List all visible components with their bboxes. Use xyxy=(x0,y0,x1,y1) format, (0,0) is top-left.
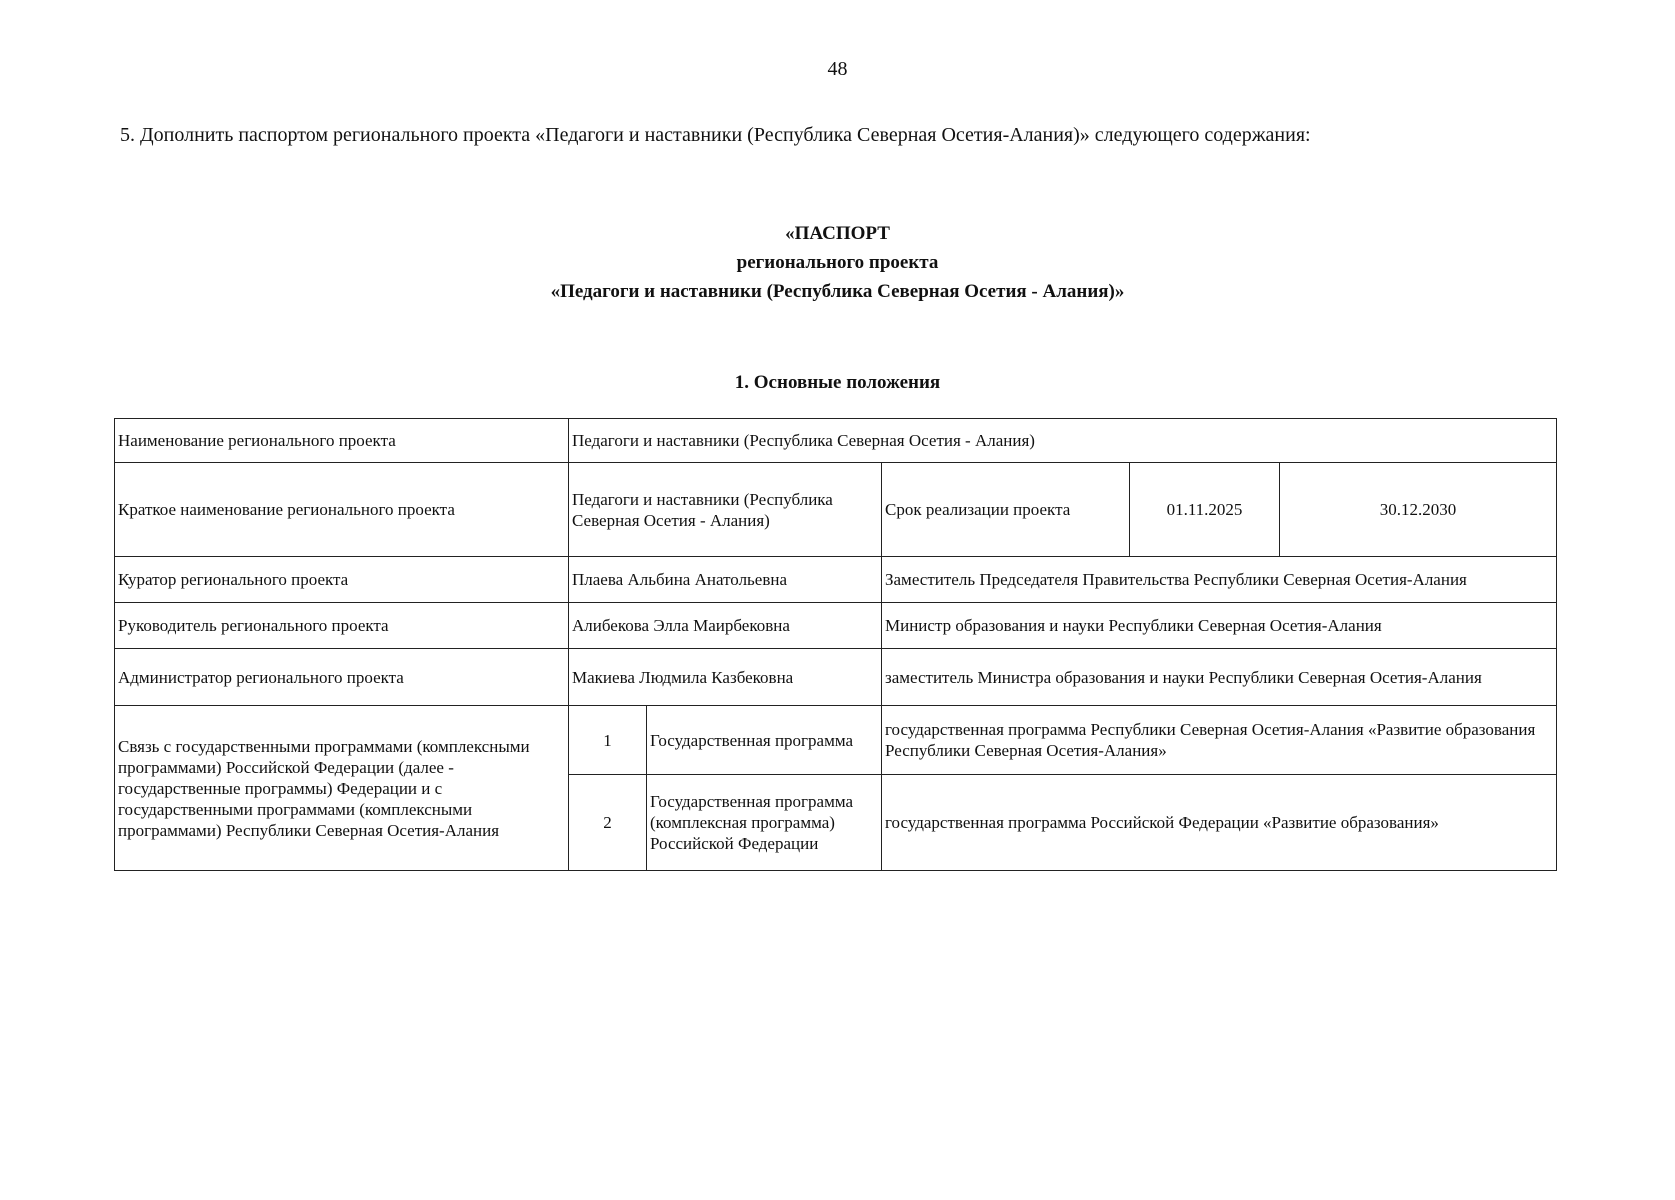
page-number: 48 xyxy=(827,58,848,80)
program-1-name: государственная программа Республики Северная Осетия-Алания «Развитие образования Республики Северная Осетия-Алания» xyxy=(882,706,1557,775)
term-start-date: 01.11.2025 xyxy=(1130,463,1280,557)
table-row-name xyxy=(115,419,1557,463)
program-2-number: 2 xyxy=(569,775,647,871)
passport-title-line-2: регионального проекта xyxy=(736,252,939,273)
passport-title-line-1: «ПАСПОРТ xyxy=(785,223,890,244)
program-2-name: государственная программа Российской Федерации «Развитие образования» xyxy=(882,775,1557,871)
administrator-label: Администратор регионального проекта xyxy=(115,649,569,706)
curator-label: Куратор регионального проекта xyxy=(115,557,569,603)
name-value: Педагоги и наставники (Республика Северная Осетия - Алания) xyxy=(569,419,1557,463)
program-1-number: 1 xyxy=(569,706,647,775)
term-label: Срок реализации проекта xyxy=(882,463,1130,557)
term-end-date: 30.12.2030 xyxy=(1280,463,1557,557)
program-2-type: Государственная программа (комплексная программа) Российской Федерации xyxy=(647,775,882,871)
short-name-label: Краткое наименование регионального проекта xyxy=(115,463,569,557)
table-row-head xyxy=(115,603,1557,649)
table-row-short-name xyxy=(115,463,1557,557)
short-name-value: Педагоги и наставники (Республика Северная Осетия - Алания) xyxy=(569,463,882,557)
passport-table xyxy=(114,418,1557,871)
program-1-type: Государственная программа xyxy=(647,706,882,775)
table-row-curator xyxy=(115,557,1557,603)
passport-title-line-3: «Педагоги и наставники (Республика Северная Осетия - Алания)» xyxy=(550,281,1125,302)
section-heading: 1. Основные положения xyxy=(734,372,941,393)
table-row-program-1 xyxy=(115,706,1557,775)
head-position: Министр образования и науки Республики Северная Осетия-Алания xyxy=(882,603,1557,649)
passport-title xyxy=(0,219,1675,306)
head-label: Руководитель регионального проекта xyxy=(115,603,569,649)
table-row-administrator xyxy=(115,649,1557,706)
curator-person: Плаева Альбина Анатольевна xyxy=(569,557,882,603)
curator-position: Заместитель Председателя Правительства Республики Северная Осетия-Алания xyxy=(882,557,1557,603)
head-person: Алибекова Элла Маирбековна xyxy=(569,603,882,649)
administrator-person: Макиева Людмила Казбековна xyxy=(569,649,882,706)
name-label: Наименование регионального проекта xyxy=(115,419,569,463)
intro-paragraph: 5. Дополнить паспортом регионального проекта «Педагоги и наставники (Республика Северная Осетия-Алания)» следующего содержания: xyxy=(120,124,1311,146)
programs-label: Связь с государственными программами (комплексными программами) Российской Федерации (далее - государственные программы) Федерации и с государственными программами (комплексными программами) Республики Северная Осетия-Алания xyxy=(115,706,569,871)
administrator-position: заместитель Министра образования и науки Республики Северная Осетия-Алания xyxy=(882,649,1557,706)
